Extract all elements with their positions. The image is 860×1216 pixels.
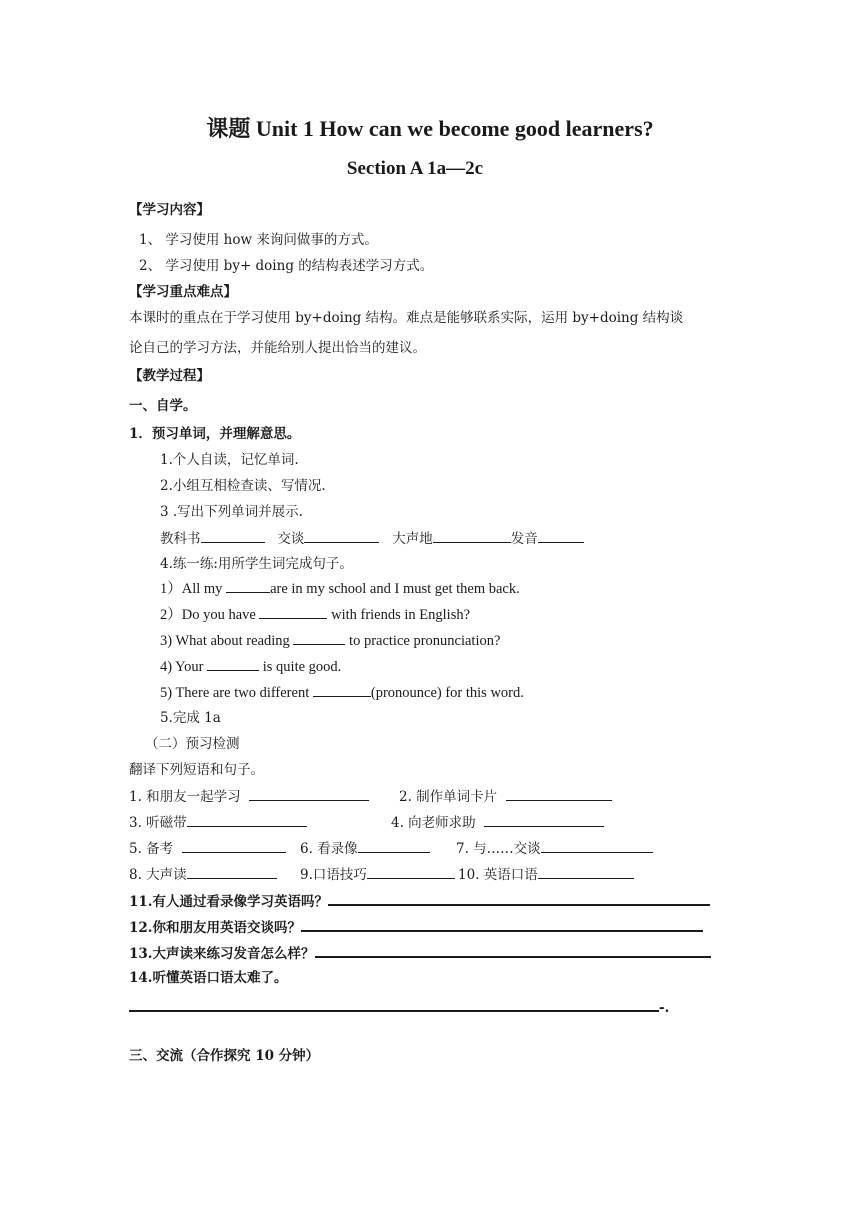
question-11 [129,890,710,912]
focus-text-line-1: 本课时的重点在于学习使用 by+doing 结构。难点是能够联系实际，运用 by+doing 结构谈 [129,310,684,326]
sentence-3 [160,630,500,651]
phrase-8-label: 8. 大声读 [129,867,187,883]
question-12 [129,916,703,938]
preview-check-heading: （二）预习检测 [145,736,240,752]
content-item-1: 1、 学习使用 how 来询问做事的方式。 [139,232,378,248]
vocab-talk-blank[interactable] [304,528,379,543]
translate-instruction: 翻译下列短语和句子。 [129,762,264,778]
sentence-4-blank[interactable] [207,656,259,671]
sentence-2 [160,604,470,625]
vocab-talk-label: 交谈 [277,531,305,547]
sentence-2-blank[interactable] [259,604,327,619]
phrase-8-blank[interactable] [187,864,277,879]
self-study-heading: 一、自学。 [129,398,197,414]
focus-header: 【学习重点难点】 [129,284,237,300]
sentence-3-start: 3) What about reading [160,633,294,649]
phrase-4 [391,812,604,833]
vocab-pronounce-label: 发音 [510,531,538,547]
question-12-blank[interactable] [301,916,703,932]
vocab-row [160,528,584,549]
phrase-1-label: 1. 和朋友一起学习 [129,789,241,805]
sentence-1-blank[interactable] [226,578,270,593]
question-13-text: 13.大声读来练习发音怎么样？ [129,946,315,962]
vocab-aloud-blank[interactable] [433,528,511,543]
sentence-5-start: 5) There are two different [160,685,313,701]
phrase-6-blank[interactable] [358,838,430,853]
phrase-4-blank[interactable] [484,812,604,827]
phrase-8 [129,864,277,885]
sentence-4-end: is quite good. [259,659,342,675]
sentence-2-end: with friends in English? [327,607,471,623]
phrase-7 [456,838,653,859]
question-11-text: 11.有人通过看录像学习英语吗？ [129,894,328,910]
phrase-5-label: 5. 备考 [129,841,174,857]
sentence-1-end: are in my school and I must get them back. [270,581,520,597]
phrase-2 [399,786,612,807]
question-11-blank[interactable] [328,890,710,906]
vocab-pronounce-blank[interactable] [538,528,584,543]
phrase-10-blank[interactable] [538,864,634,879]
question-14: 14.听懂英语口语太难了。 [129,970,288,986]
content-item-2: 2、 学习使用 by+ doing 的结构表述学习方式。 [139,258,434,274]
vocab-aloud-label: 大声地 [392,531,433,547]
step-2: 2.小组互相检查读、写情况. [160,478,326,494]
focus-text-line-2: 论自己的学习方法，并能给别人提出恰当的建议。 [129,340,426,356]
phrase-2-label: 2. 制作单词卡片 [399,789,498,805]
phrase-5 [129,838,286,859]
phrase-6 [300,838,430,859]
step-1: 1.个人自读，记忆单词. [160,452,299,468]
question-13 [129,942,711,964]
phrase-1-blank[interactable] [249,786,369,801]
content-header: 【学习内容】 [129,202,210,218]
vocab-textbook-blank[interactable] [201,528,265,543]
step-3: 3 .写出下列单词并展示. [160,504,303,520]
sentence-5-blank[interactable] [313,682,371,697]
question-14-end: -. [659,1000,670,1016]
phrase-9 [300,864,455,885]
question-13-blank[interactable] [315,942,711,958]
sentence-3-blank[interactable] [293,630,345,645]
sentence-1-start: 1）All my [160,581,227,597]
process-header: 【教学过程】 [129,368,210,384]
phrase-10-label: 10. 英语口语 [458,867,538,883]
question-14-answer [129,996,669,1018]
sentence-4-start: 4) Your [160,659,208,675]
sentence-3-end: to practice pronunciation? [345,633,501,649]
phrase-5-blank[interactable] [182,838,286,853]
phrase-2-blank[interactable] [506,786,612,801]
question-12-text: 12.你和朋友用英语交谈吗？ [129,920,301,936]
practice-title: 4.练一练:用所学生词完成句子。 [160,556,353,572]
question-14-blank[interactable] [129,996,659,1012]
phrase-7-label: 7. 与……交谈 [456,841,541,857]
section-subtitle: Section A 1a—2c [346,158,484,179]
sentence-1 [160,578,520,599]
page-title: 课题 Unit 1 How can we become good learners? [206,116,654,141]
phrase-1 [129,786,369,807]
phrase-3-blank[interactable] [187,812,307,827]
phrase-9-blank[interactable] [367,864,455,879]
sentence-4 [160,656,341,677]
phrase-3 [129,812,307,833]
vocab-textbook-label: 教科书 [160,531,201,547]
sentence-5-end: (pronounce) for this word. [370,685,524,701]
complete-1a: 5.完成 1a [160,710,221,726]
phrase-7-blank[interactable] [541,838,653,853]
section-3-heading: 三、交流（合作探究 10 分钟） [129,1048,320,1064]
phrase-6-label: 6. 看录像 [300,841,358,857]
step1-heading: 1．预习单词，并理解意思。 [129,426,301,442]
phrase-3-label: 3. 听磁带 [129,815,187,831]
phrase-4-label: 4. 向老师求助 [391,815,476,831]
phrase-9-label: 9.口语技巧 [300,867,367,883]
phrase-10 [458,864,634,885]
sentence-2-start: 2）Do you have [160,607,260,623]
sentence-5 [160,682,524,703]
